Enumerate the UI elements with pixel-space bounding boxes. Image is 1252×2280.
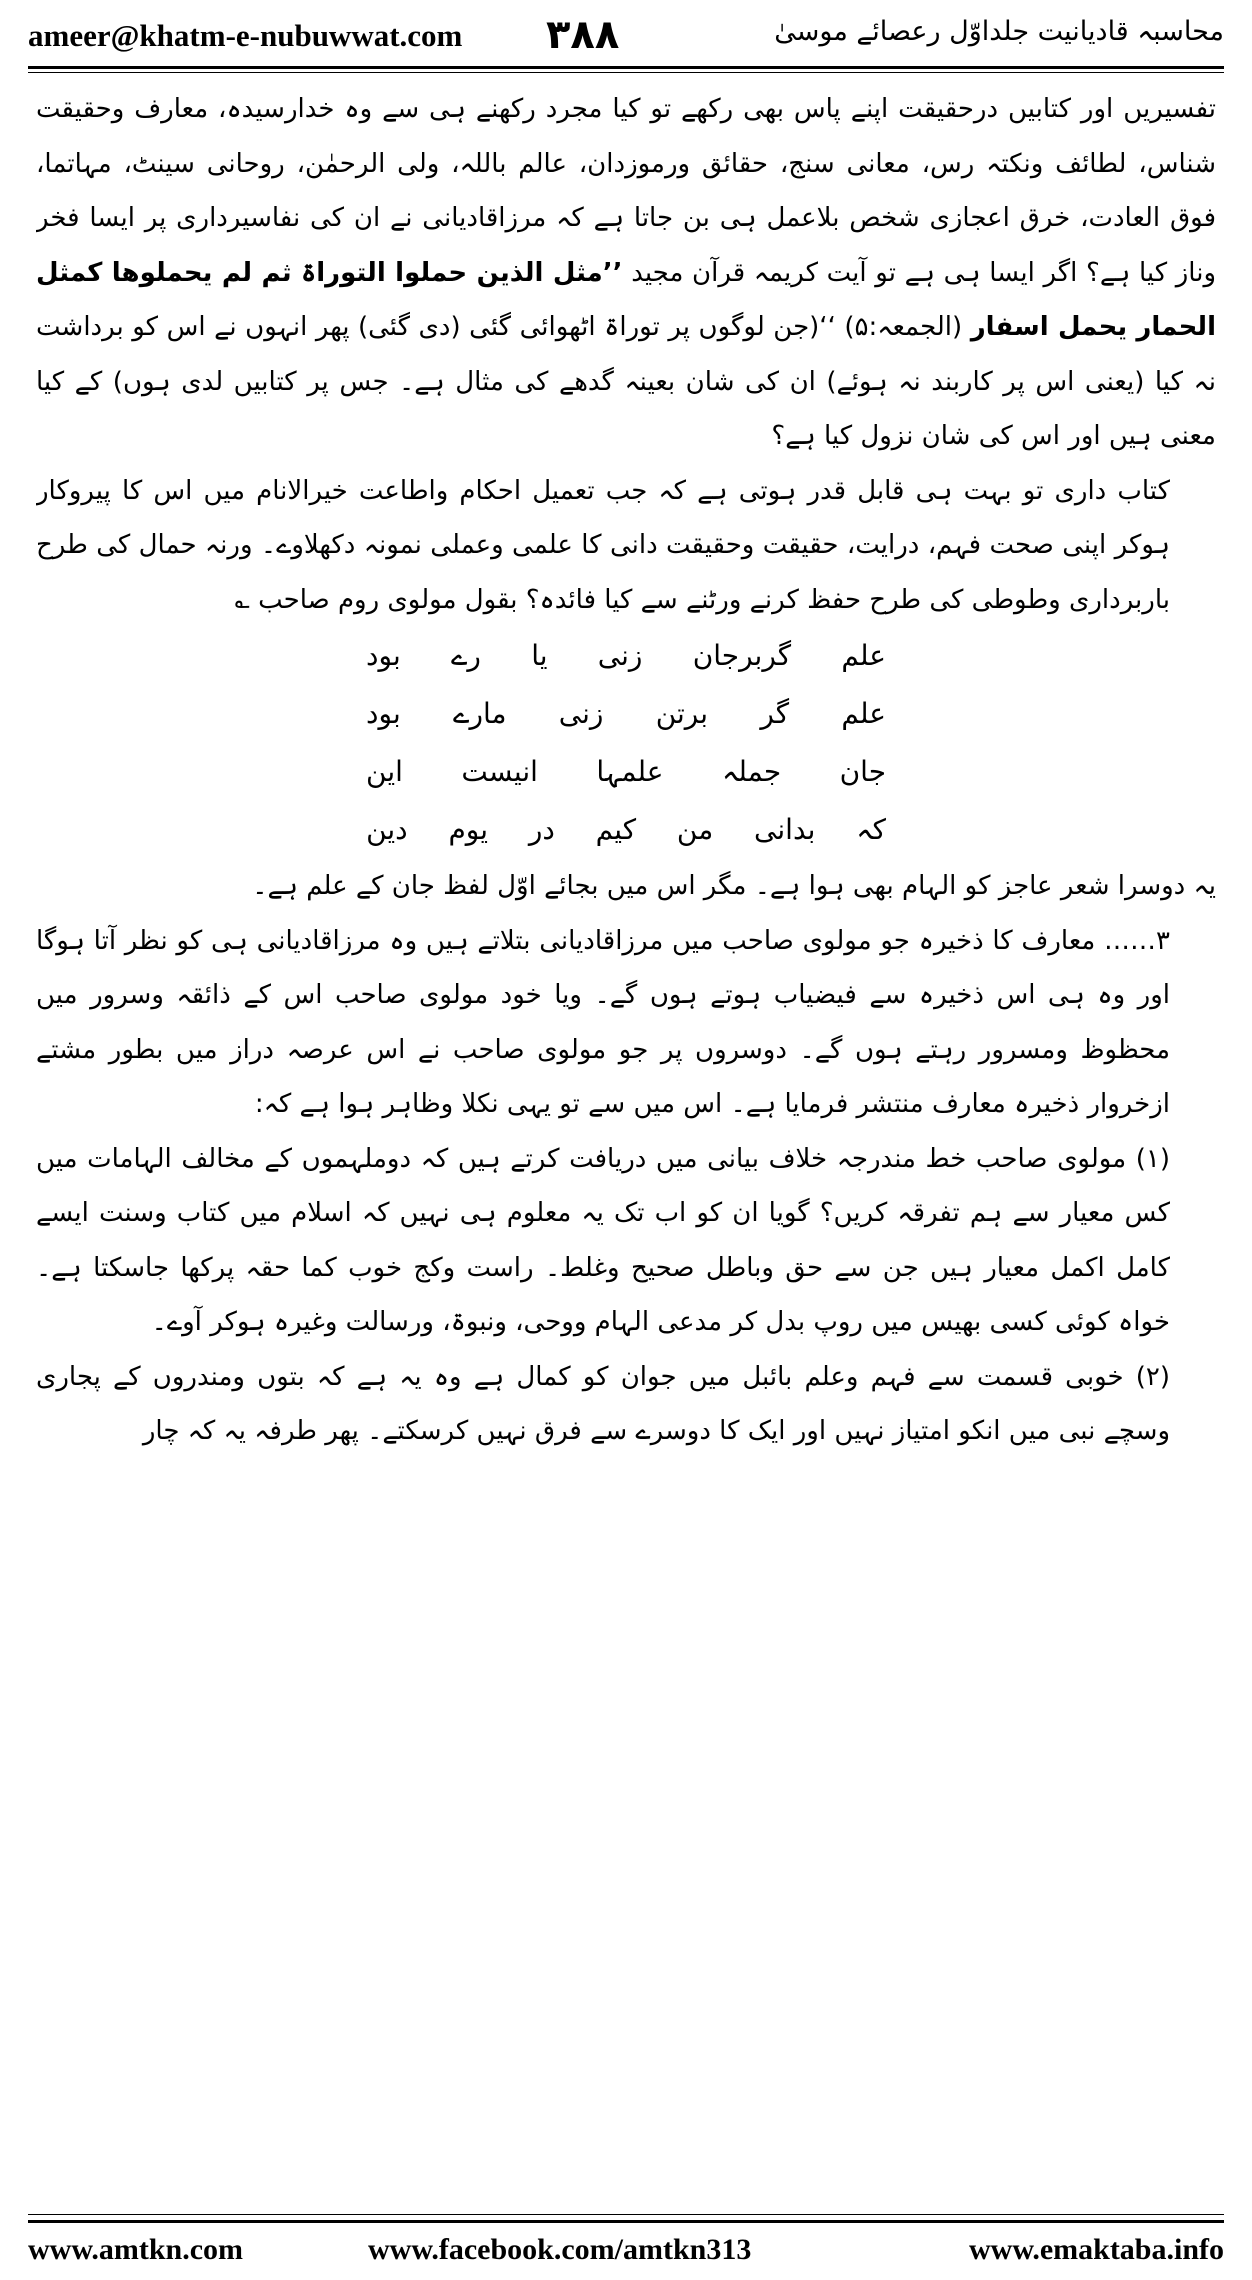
paragraph-3: یہ دوسرا شعر عاجز کو الہام بھی ہوا ہے۔ مگر اس میں بجائے اوّل لفظ جان کے علم ہے۔ — [252, 871, 1216, 901]
couplet-line — [366, 685, 886, 743]
verse-word: بدانی — [754, 813, 816, 846]
quran-verse: ’’مثل الذین حملوا التوراۃ ثم لم یحملوھا کمثل الحمار یحمل اسفار — [36, 257, 1216, 342]
verse-reference: (الجمعہ:۵) — [835, 312, 971, 342]
footer-link-facebook[interactable]: www.facebook.com/amtkn313 — [368, 2233, 752, 2266]
paragraph-6: (۲) خوبی قسمت سے فہم وعلم بائبل میں جوان کو کمال ہے وہ یہ ہے کہ بتوں ومندروں کے پجاری وسچے نبی میں انکو امتیاز نہیں اور ایک کا دوسرے سے فرق نہیں کرسکتے۔ پھر طرفہ یہ کہ چار — [36, 1361, 1170, 1446]
persian-couplets — [366, 627, 886, 859]
verse-word: انیست — [461, 755, 538, 788]
header-divider — [28, 66, 1224, 69]
verse-translation: ‘‘(جن لوگوں پر توراۃ اٹھوائی گئی (دی گئی) پھر انہوں نے اس کو برداشت نہ کیا (یعنی اس پر کاربند نہ ہوئے) ان کی شان بعینہ گدھے کی مثال ہے۔ جس پر کتابیں لدی ہوں) کے کیا معنی ہیں اور اس کی شان نزول کیا ہے؟ — [36, 312, 1216, 451]
paragraph-2: کتاب داری تو بہت ہی قابل قدر ہوتی ہے کہ جب تعمیل احکام واطاعت خیرالانام میں اس کا پیروکار ہوکر اپنی صحت فہم، درایت، حقیقت وحقیقت دانی کا علمی وعملی نمونہ دکھلاوے۔ ورنہ حمال کی طرح باربرداری وطوطی کی طرح حفظ کرنے ورٹنے سے کیا فائدہ؟ بقول مولوی روم صاحب ؎ — [36, 475, 1170, 615]
verse-word: این — [366, 755, 403, 788]
page-number: ۳۸۸ — [546, 12, 620, 58]
couplet-line — [366, 743, 886, 801]
couplet-line — [366, 801, 886, 859]
paragraph-1 — [36, 82, 1216, 464]
verse-word: یا — [531, 639, 548, 672]
verse-word: زنی — [558, 697, 604, 730]
footer-link-amtkn[interactable]: www.amtkn.com — [28, 2233, 243, 2266]
page-footer — [28, 2233, 1224, 2273]
footer-divider-thin — [28, 2214, 1224, 2215]
page-body — [36, 82, 1216, 2137]
page-header — [28, 8, 1224, 64]
verse-word: زنی — [597, 639, 643, 672]
verse-word: رے — [451, 639, 481, 672]
paragraph-1-text: تفسیریں اور کتابیں درحقیقت اپنے پاس بھی رکھے تو کیا مجرد رکھنے ہی سے وہ خدارسیدہ، معارف وحقیقت شناس، لطائف ونکتہ رس، معانی سنج، حقائق ورموزدان، عالم باللہ، ولی الرحمٰن، روحانی سینٹ، مہاتما، فوق العادت، خرق اعجازی شخص بلاعمل ہی بن جاتا ہے کہ مرزاقادیانی نے ان کی نفاسیرداری پر ایسا فخر وناز کیا ہے؟ اگر ایسا ہی ہے تو آیت کریمہ قرآن مجید — [36, 94, 1216, 288]
verse-word: بود — [366, 639, 401, 672]
verse-word: کہ — [856, 813, 886, 846]
book-title: محاسبہ قادیانیت جلداوّل رعصائے موسیٰ — [774, 16, 1224, 47]
paragraph-4: ۳…… معارف کا ذخیرہ جو مولوی صاحب میں مرزاقادیانی بتلاتے ہیں وہ مرزاقادیانی ہی کو نظر آتا ہوگا اور وہ ہی اس ذخیرہ سے فیضیاب ہوتے ہوں گے۔ ویا خود مولوی صاحب اس کے ذائقہ وسرور میں محظوظ ومسرور رہتے ہوں گے۔ دوسروں پر جو مولوی صاحب نے اس عرصہ دراز میں بطور مشتے ازخروار ذخیرہ معارف منتشر فرمایا ہے۔ اس میں سے تو یہی نکلا وظاہر ہوا ہے کہ: — [36, 925, 1170, 1119]
verse-word: جملہ — [721, 755, 782, 788]
footer-divider — [28, 2220, 1224, 2223]
verse-word: در — [528, 813, 555, 846]
verse-word: مارے — [453, 697, 507, 730]
header-divider-thin — [28, 72, 1224, 73]
verse-word: علمہا — [596, 755, 664, 788]
verse-word: برتن — [655, 697, 709, 730]
footer-link-emaktaba[interactable]: www.emaktaba.info — [968, 2233, 1224, 2266]
couplet-line — [366, 627, 886, 685]
verse-word: بود — [366, 697, 401, 730]
verse-word: علم — [841, 639, 886, 672]
verse-word: من — [676, 813, 714, 846]
verse-word: گربرجان — [692, 639, 792, 672]
verse-word: دین — [366, 813, 408, 846]
header-email: ameer@khatm-e-nubuwwat.com — [28, 18, 463, 53]
verse-word: یوم — [448, 813, 489, 846]
verse-word: جان — [839, 755, 886, 788]
verse-word: گر — [760, 697, 790, 730]
paragraph-5: (۱) مولوی صاحب خط مندرجہ خلاف بیانی میں دریافت کرتے ہیں کہ دوملہموں کے مخالف الہامات میں کس معیار سے ہم تفرقہ کریں؟ گویا ان کو اب تک یہ معلوم ہی نہیں کہ اسلام میں کتاب وسنت ایسے کامل اکمل معیار ہیں جن سے حق وباطل صحیح وغلط۔ راست وکج خوب کما حقہ پرکھا جاسکتا ہے۔ خواہ کوئی کسی بھیس میں روپ بدل کر مدعی الہام ووحی، ونبوۃ، ورسالت وغیرہ ہوکر آوے۔ — [36, 1143, 1170, 1337]
verse-word: علم — [841, 697, 886, 730]
verse-word: کیم — [595, 813, 637, 846]
